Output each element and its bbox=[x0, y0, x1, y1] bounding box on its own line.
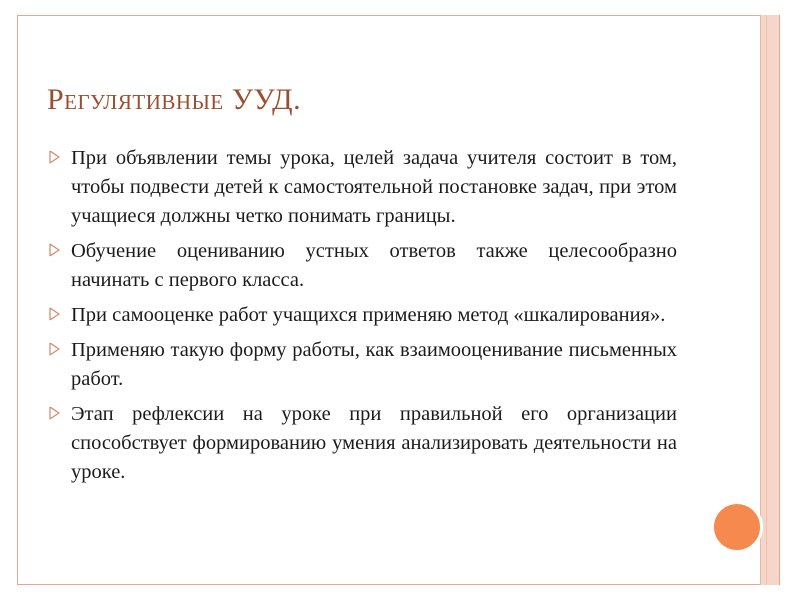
frame-right-band bbox=[760, 15, 780, 585]
bullet-list bbox=[47, 144, 677, 493]
bullet-text: При объявлении темы урока, целей задача учителя состоит в том, чтобы подвести детей к самостоятельной постановке задач, при этом учащиеся должны четко понимать границы. bbox=[71, 147, 677, 227]
bullet-text: Применяю такую форму работы, как взаимооценивание письменных работ. bbox=[71, 339, 677, 390]
list-item bbox=[47, 400, 677, 487]
bullet-text: При самооценке работ учащихся применяю метод «шкалирования». bbox=[71, 304, 666, 326]
bullet-icon bbox=[49, 342, 60, 356]
frame-right-band-line bbox=[766, 15, 767, 585]
bullet-icon bbox=[49, 243, 60, 257]
bullet-icon bbox=[49, 406, 60, 420]
bullet-text: Обучение оцениванию устных ответов также целесообразно начинать с первого класса. bbox=[71, 240, 677, 291]
slide-title: Регулятивные УУД. bbox=[47, 83, 302, 116]
bullet-icon bbox=[49, 150, 60, 164]
list-item bbox=[47, 144, 677, 231]
bullet-text: Этап рефлексии на уроке при правильной его организации способствует формированию умения анализировать деятельности на уроке. bbox=[71, 403, 677, 483]
orange-circle-icon bbox=[711, 501, 763, 553]
list-item bbox=[47, 336, 677, 394]
frame-left-rule bbox=[17, 15, 18, 585]
list-item bbox=[47, 237, 677, 295]
list-item bbox=[47, 301, 677, 330]
bullet-icon bbox=[49, 307, 60, 321]
